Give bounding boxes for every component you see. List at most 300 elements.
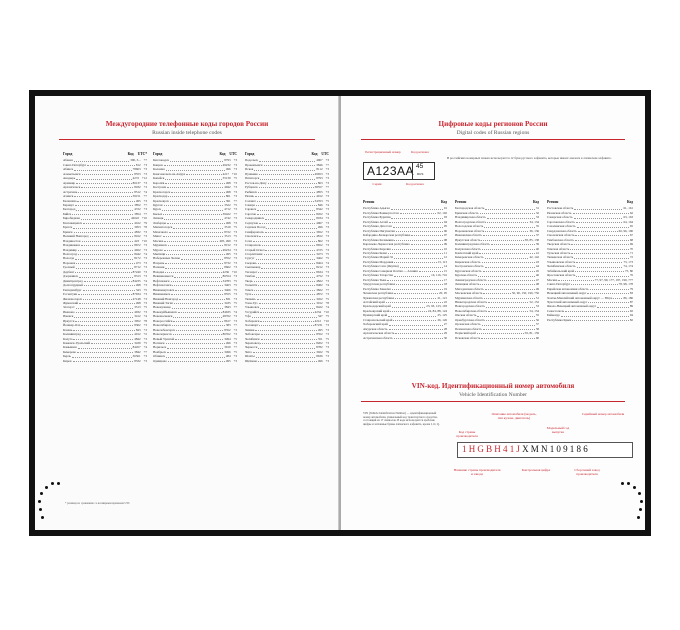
code-value: 33 [535,215,539,220]
city-name: Тамбов [245,274,256,279]
code-value: 8352 [316,332,323,337]
city-name: Белгород [63,207,76,212]
utc-value: +3 [325,332,329,337]
code-value: 3519 [224,225,231,230]
city-name: Подольск [245,158,258,163]
leader-dots [82,239,134,242]
left-footnote: * разница по сравнению со всемирным временем UTC [65,502,131,505]
code-value: 41 [535,250,539,255]
region-name: Ленинградская область [455,277,487,282]
utc-value: +3 [143,247,147,252]
leader-dots [252,292,315,295]
leader-dots [90,234,134,237]
code-value: 23, 93, 123, 193 [426,304,447,309]
region-name: Удмуртская республика [363,282,396,287]
vin-code-box [457,442,633,458]
code-value: 74, 174 [623,264,633,269]
city-name: Липецк [153,216,164,221]
code-value: 18 [443,282,447,287]
city-name: Копейск [153,176,165,181]
utc-value: +4 [143,189,147,194]
code-value: 4217 [222,171,229,176]
region-name: Республика Мордовия [363,259,394,264]
leader-dots [174,301,223,304]
city-name: Астрахань [63,189,78,194]
leader-dots [79,301,135,304]
leader-dots [393,224,443,227]
vin-subtitle: Vehicle Identification Number [458,392,528,398]
utc-value: +3 [143,354,147,359]
vin-label-description: Описание автомобиля (модель, тип кузова, двигатель) [491,412,537,420]
leader-dots [488,309,528,312]
leader-dots [394,273,430,276]
city-name: Димитровград [63,278,83,283]
vin-code-red-part: 1HGBH41J [462,444,523,454]
utc-value: +3 [325,247,329,252]
utc-value: +3 [233,327,237,332]
code-value: 55 [535,313,539,318]
leader-dots [389,322,443,325]
code-value: 8332 [134,358,141,363]
code-value: 39 [535,242,539,247]
leader-dots [258,190,315,193]
code-value: 08 [443,237,447,242]
code-value: 12 [443,255,447,260]
region-name: Вологодская область [455,224,484,229]
leader-dots [395,296,436,299]
region-name: Белгородская область [455,206,485,211]
code-value: 8793 [224,158,231,163]
leader-dots [259,185,314,188]
leader-dots [78,252,133,255]
code-value: 4752 [316,274,323,279]
region-name: Саратовская область [547,219,575,224]
region-name: Томская область [547,246,570,251]
leader-dots [392,287,443,290]
utc-value: +5 [233,202,237,207]
leader-dots [258,270,315,273]
region-name: Новосибирская область [455,308,488,313]
leader-dots [165,176,221,179]
leader-dots [392,247,443,250]
leader-dots [79,274,133,277]
region-name: Кировская область [455,259,481,264]
code-value: 4712 [224,207,231,212]
code-value: 45 [535,268,539,273]
city-name: Новомосковск [153,314,173,319]
code-value: 39422 [222,211,231,216]
phone-codes-column-2 [153,152,237,363]
leader-dots [252,314,317,317]
code-value: 8722 [224,229,231,234]
plate-number: А123АА [367,164,415,178]
region-name: Челябинская область [547,264,576,269]
code-value: 8782 [316,345,323,350]
code-value: 49653 [314,171,323,176]
leader-dots [75,319,133,322]
leader-dots [400,264,443,267]
code-value: 35139 [222,176,231,181]
city-name: Новосибирск [153,323,172,328]
ring-hole [621,482,624,485]
city-name: Новочебоксарск [153,327,176,332]
city-name: Абакан [63,158,73,163]
code-value: 8202 [316,341,323,346]
city-name: Обнинск [153,354,166,359]
code-value: 87231 [314,323,323,328]
code-value: 3463 [224,283,231,288]
vin-title-rule [361,401,625,402]
region-name: Республика Тыва [363,277,387,282]
leader-dots [170,199,225,202]
leader-dots [186,172,221,175]
code-value: 4855 [316,189,323,194]
leader-dots [258,261,316,264]
utc-value: +3 [325,225,329,230]
city-name: Иваново [63,309,75,314]
utc-value: +3 [325,278,329,283]
leader-dots [479,251,534,254]
ring-hole [38,500,41,503]
leader-dots [572,318,628,321]
leader-dots [171,292,223,295]
code-value: 73, 173 [623,259,633,264]
code-value: 63, 163 [623,215,633,220]
city-name: Йошкар-Ола [63,323,81,328]
plate-label-region: Код региона [411,150,429,154]
region-name: Курская область [455,273,478,278]
code-value: 66, 96, 196 [618,228,633,233]
region-name: Самарская область [547,215,573,220]
utc-value: +10 [232,171,237,176]
right-page-subtitle: Digital codes of Russian regions [456,130,530,136]
leader-dots [587,291,629,294]
leader-dots [396,282,443,285]
utc-value: +7 [143,158,147,163]
book-spread [29,90,651,536]
leader-dots [83,297,132,300]
vin-label-assembly-plant: Сборочный завод производителя [574,468,600,476]
code-value: 34763 [314,198,323,203]
utc-value: +5 [325,256,329,261]
leader-dots [76,207,133,210]
region-name: Севастополь [547,308,565,313]
utc-value: +3 [143,336,147,341]
leader-dots [480,282,535,285]
city-name: Ростов-на-Дону [245,180,267,185]
utc-value: +3 [233,274,237,279]
utc-value: +5 [325,198,329,203]
code-value: 02, 102 [437,210,447,215]
utc-value: +3 [325,194,329,199]
code-value: 86352 [222,332,231,337]
utc-value: +2 [143,332,147,337]
utc-value: +9 [325,349,329,354]
utc-value: +10 [324,318,329,323]
leader-dots [84,283,135,286]
left-page-subtitle: Russian inside telephone codes [152,130,222,136]
utc-value: +3 [233,247,237,252]
code-value: 8617 [224,318,231,323]
leader-dots [73,225,133,228]
leader-dots [588,300,629,303]
code-value: 4234 [314,309,321,314]
code-value: 3846 [316,162,323,167]
city-name: Калининград [63,332,81,337]
city-row [245,359,329,363]
city-name: Архангельск [63,185,81,190]
leader-dots [256,203,317,206]
leader-dots [81,216,130,219]
utc-value: +4 [143,251,147,256]
leader-dots [483,291,511,294]
utc-value: +3 [233,162,237,167]
utc-value: +10 [232,269,237,274]
leader-dots [167,350,223,353]
leader-dots [74,167,131,170]
utc-value: +5 [143,305,147,310]
code-value: 06 [443,228,447,233]
leader-dots [411,242,443,245]
code-value: 38557 [314,185,323,190]
code-value: 8442 [134,251,141,256]
code-value: 47 [535,277,539,282]
code-value: 38, 85, 138 [524,237,539,242]
city-name: Салават [245,198,256,203]
leader-dots [578,229,618,232]
utc-value: +3 [143,323,147,328]
leader-dots [259,234,315,237]
city-name: Уссурийск [245,309,260,314]
utc-value: +3 [325,243,329,248]
city-name: Армавир [63,180,76,185]
leader-dots [76,310,134,313]
utc-value: +3 [233,207,237,212]
utc-value: +3 [233,158,237,163]
city-name: Владимир [63,247,77,252]
utc-value: +3 [233,229,237,234]
leader-dots [178,310,222,313]
code-value: 3854 [134,211,141,216]
code-value: 390, 3... [130,158,141,163]
code-value: 82 [629,317,633,322]
utc-value: +7 [143,194,147,199]
city-name: Старый Оскол [245,247,265,252]
phone-codes-column-1 [63,152,147,363]
utc-value: +12 [142,176,147,181]
utc-value: +3 [143,269,147,274]
leader-dots [483,327,535,330]
utc-value: +5 [325,314,329,319]
region-name: Липецкая область [455,282,480,287]
code-value: 28 [443,326,447,331]
code-value: 495 [317,327,323,332]
leader-dots [174,274,221,277]
leader-dots [77,350,133,353]
utc-value: +4 [143,345,147,350]
utc-value: +3 [325,327,329,332]
city-name: Краснодар [153,194,168,199]
code-value: 484 [225,354,231,359]
code-value: 58 [535,326,539,331]
code-value: 31 [535,206,539,211]
region-name: Смоленская область [547,233,575,238]
city-name: Тверь [245,278,253,283]
leader-dots [82,332,133,335]
region-name: Московская область [455,291,483,296]
code-value: 72 [629,255,633,260]
utc-value: +3 [325,189,329,194]
utc-value: +4 [325,283,329,288]
utc-value: +7 [325,185,329,190]
region-name: Ханты-Мансийский автономный округ — Югра [547,295,613,300]
leader-dots [259,158,315,161]
code-value: 84457 [132,345,141,350]
leader-dots [166,167,225,170]
city-name: Рязань [245,194,254,199]
city-name: Каменск-Уральский [63,341,91,346]
city-name: Псков [245,167,254,172]
code-value: 10 [443,246,447,251]
city-name: Ставрополь [245,243,261,248]
utc-value: +9 [143,220,147,225]
region-name: Орловская область [455,322,481,327]
region-name: Кемеровская область [455,255,484,260]
code-value: 11 [443,250,447,255]
code-value: 8732 [224,260,231,265]
code-value: 495 [225,251,231,256]
utc-value: +5 [233,287,237,292]
leader-dots [254,167,315,170]
region-name: Оренбургская область [455,317,486,322]
code-value: 86, 186 [623,295,633,300]
region-name: Республика Коми [363,250,387,255]
leader-dots [265,216,315,219]
leader-dots [78,248,133,251]
city-name: Калуга [63,336,73,341]
plate-label-number: Регистрационный номер [365,150,401,154]
leader-dots [173,225,223,228]
utc-value: +3 [233,216,237,221]
code-value: 60 [535,335,539,340]
leader-dots [165,181,225,184]
utc-value: +3 [325,292,329,297]
leader-dots [176,328,223,331]
license-plate [363,162,435,180]
city-name: Самара [245,202,255,207]
city-name: Балашиха [63,198,77,203]
city-name: Киров [63,358,72,363]
code-value: 46 [535,273,539,278]
utc-value: +4 [325,260,329,265]
code-value: 68 [629,237,633,242]
code-value: 40 [535,246,539,251]
code-value: 53 [535,304,539,309]
leader-dots [571,242,629,245]
city-name: Норильск [153,345,167,350]
utc-value: +3 [325,274,329,279]
code-value: 8636 [316,354,323,359]
leader-dots [83,288,135,291]
city-name: Шахты [245,354,255,359]
city-name: Железногорск [63,296,83,301]
city-name: Анадырь [63,176,76,181]
city-name: Одинцово [153,358,167,363]
leader-dots [78,345,132,348]
code-value: 51 [535,295,539,300]
utc-value: +5 [325,296,329,301]
city-name: Казань [63,327,73,332]
leader-dots [166,341,225,344]
city-name: Сочи [245,238,252,243]
city-name: Томск [245,287,254,292]
city-name: Курган [153,202,163,207]
utc-value: +4 [233,309,237,314]
leader-dots [391,206,443,209]
leader-dots [576,220,623,223]
vin-label-country: Код страны производителя [456,430,478,438]
utc-value: +10 [142,216,147,221]
city-name: Тюмень [245,296,256,301]
plate-note: В российских номерных знаках используются 12 букв русского алфавита, которые имеют аналоги в латинском алфавите. [447,156,612,160]
utc-value: +3 [325,207,329,212]
code-value: 383 [225,323,231,328]
leader-dots [481,336,535,339]
code-value: 03 [443,215,447,220]
leader-dots [386,300,443,303]
city-name: Камышин [63,345,77,350]
city-name: Новый Уренгой [153,336,175,341]
leader-dots [169,230,224,233]
city-name: Златоуст [63,305,75,310]
utc-value: +3 [233,256,237,261]
leader-dots [170,158,223,161]
utc-value: +3 [143,358,147,363]
leader-dots [254,288,315,291]
code-value: 3513 [134,305,141,310]
city-name: Кызыл [153,211,163,216]
column-header: Регион Код [547,200,633,204]
leader-dots [480,211,535,214]
leader-dots [485,255,529,258]
region-name: Республика Башкортостан [363,210,399,215]
utc-value: +3 [143,327,147,332]
leader-dots [81,323,133,326]
leader-dots [262,243,315,246]
code-value: 3494 [224,336,231,341]
region-name: Чеченская республика [363,291,394,296]
code-value: 4742 [224,216,231,221]
code-value: 32 [535,210,539,215]
leader-dots [165,270,221,273]
leader-dots [81,243,133,246]
code-value: 27 [443,322,447,327]
city-name: Красноярск [153,198,169,203]
code-value: 56 [535,317,539,322]
utc-value: +3 [233,167,237,172]
code-value: 64, 164 [623,219,633,224]
city-row [153,359,237,363]
city-name: Ковров [153,162,163,167]
city-name: Тольятти [245,283,258,288]
leader-dots [388,313,436,316]
leader-dots [394,336,443,339]
city-name: Сергиев Посад [245,225,266,230]
leader-dots [162,207,223,210]
region-name: Амурская область [363,326,388,331]
code-value: 07 [443,233,447,238]
region-codes-column-3 [547,200,633,322]
